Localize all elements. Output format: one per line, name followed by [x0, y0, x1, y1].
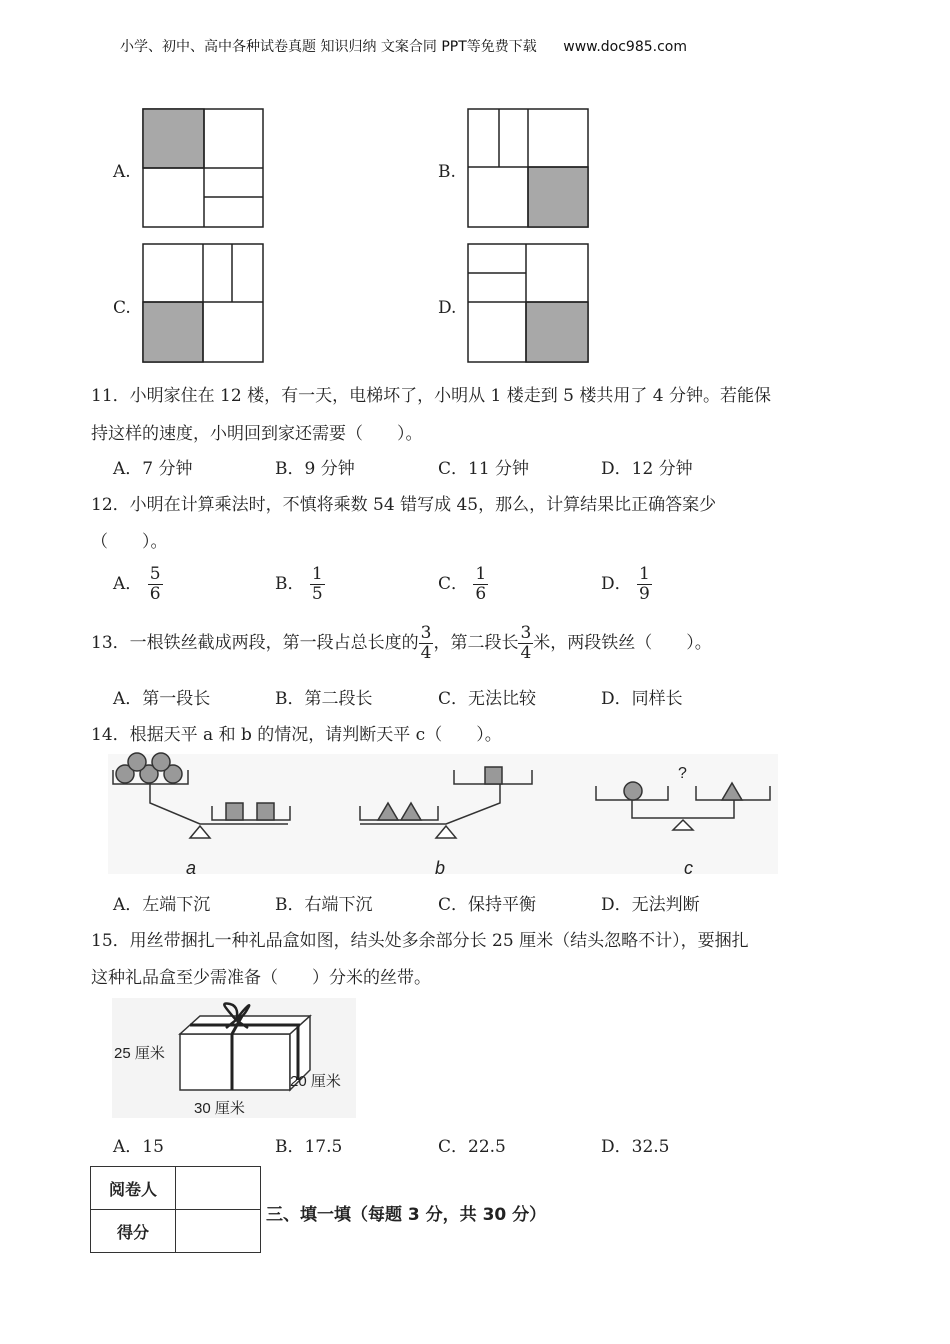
q12-option-a-label: A． [113, 574, 143, 594]
balance-label-b: b [435, 858, 446, 878]
q11-option-a: A．7 分钟 [113, 459, 193, 479]
q10-option-d-figure [467, 243, 589, 363]
q12-option-c-label: C． [438, 574, 469, 594]
q13-option-b: B．第二段长 [275, 689, 373, 709]
fraction: $\frac{1}{6}$ [475, 564, 487, 604]
q10-option-c-label: C. [113, 298, 131, 318]
score-label: 得分 [91, 1210, 176, 1253]
q15-stem-line1: 15．用丝带捆扎一种礼品盒如图，结头处多余部分长 25 厘米（结头忽略不计），要捆扎 [91, 931, 749, 951]
fraction: $\frac{3}{4}$ [520, 623, 532, 663]
header-text: 小学、初中、高中各种试卷真题 知识归纳 文案合同 PPT等免费下载 [120, 39, 537, 55]
score-cell[interactable] [176, 1210, 261, 1253]
q12-stem-line2: （ ）。 [91, 532, 168, 552]
reviewer-label: 阅卷人 [91, 1167, 176, 1210]
q10-option-a-figure [142, 108, 264, 228]
q10-option-d-label: D. [438, 298, 457, 318]
q15-stem-line2: 这种礼品盒至少需准备（ ）分米的丝带。 [91, 968, 431, 988]
q14-option-a: A．左端下沉 [113, 895, 211, 915]
q13-stem [91, 624, 712, 663]
q12-option-b [275, 565, 325, 604]
q14-option-c: C．保持平衡 [438, 895, 537, 915]
page-header [120, 36, 687, 56]
q11-option-c: C．11 分钟 [438, 459, 530, 479]
q13-option-c: C．无法比较 [438, 689, 537, 709]
q15-option-a: A．15 [113, 1137, 164, 1157]
question-mark: ? [678, 765, 687, 782]
reviewer-cell[interactable] [176, 1167, 261, 1210]
q13-stem-part3: 米，两段铁丝（ ）。 [533, 633, 712, 653]
q12-option-b-label: B． [275, 574, 305, 594]
q12-option-d [601, 565, 652, 604]
label-height: 20 厘米 [290, 1073, 341, 1090]
q13-option-a: A．第一段长 [113, 689, 211, 709]
q14-stem: 14．根据天平 a 和 b 的情况，请判断天平 c（ ）。 [91, 725, 502, 745]
q15-option-b: B．17.5 [275, 1137, 343, 1157]
q11-option-d: D．12 分钟 [601, 459, 693, 479]
q14-balance-figure [108, 748, 778, 880]
q14-option-d: D．无法判断 [601, 895, 700, 915]
fraction: $\frac{3}{4}$ [420, 623, 432, 663]
q12-stem-line1: 12．小明在计算乘法时，不慎将乘数 54 错写成 45，那么，计算结果比正确答案少 [91, 495, 717, 515]
q12-option-c [438, 565, 488, 604]
q13-stem-part2: ，第二段长 [433, 633, 519, 653]
label-length: 30 厘米 [194, 1100, 245, 1117]
q13-stem-part1: 13．一根铁丝截成两段，第一段占总长度的 [91, 633, 419, 653]
q10-option-b-label: B. [438, 162, 456, 182]
q14-option-b: B．右端下沉 [275, 895, 373, 915]
q10-option-b-figure [467, 108, 589, 228]
header-url[interactable]: www.doc985.com [563, 39, 687, 55]
balance-label-a: a [186, 858, 197, 878]
q13-option-d: D．同样长 [601, 689, 683, 709]
q15-gift-box-figure [112, 998, 356, 1118]
q12-option-a [113, 565, 163, 604]
score-table [90, 1166, 261, 1253]
label-knot-length: 25 厘米 [114, 1045, 165, 1062]
q10-option-a-label: A. [113, 162, 131, 182]
q15-option-d: D．32.5 [601, 1137, 670, 1157]
q11-option-b: B．9 分钟 [275, 459, 355, 479]
balance-label-c: c [684, 858, 693, 878]
q15-option-c: C．22.5 [438, 1137, 506, 1157]
q11-stem-line2: 持这样的速度，小明回到家还需要（ ）。 [91, 424, 423, 444]
fraction: $\frac{1}{9}$ [639, 564, 650, 604]
fraction: $\frac{1}{5}$ [311, 564, 323, 604]
fraction: $\frac{5}{6}$ [149, 564, 161, 604]
section-3-heading: 三、填一填（每题 3 分，共 30 分） [266, 1205, 547, 1225]
q10-option-c-figure [142, 243, 264, 363]
q12-option-d-label: D． [601, 574, 632, 594]
q11-stem-line1: 11．小明家住在 12 楼，有一天，电梯坏了，小明从 1 楼走到 5 楼共用了 4 分钟。若能保 [91, 386, 771, 406]
